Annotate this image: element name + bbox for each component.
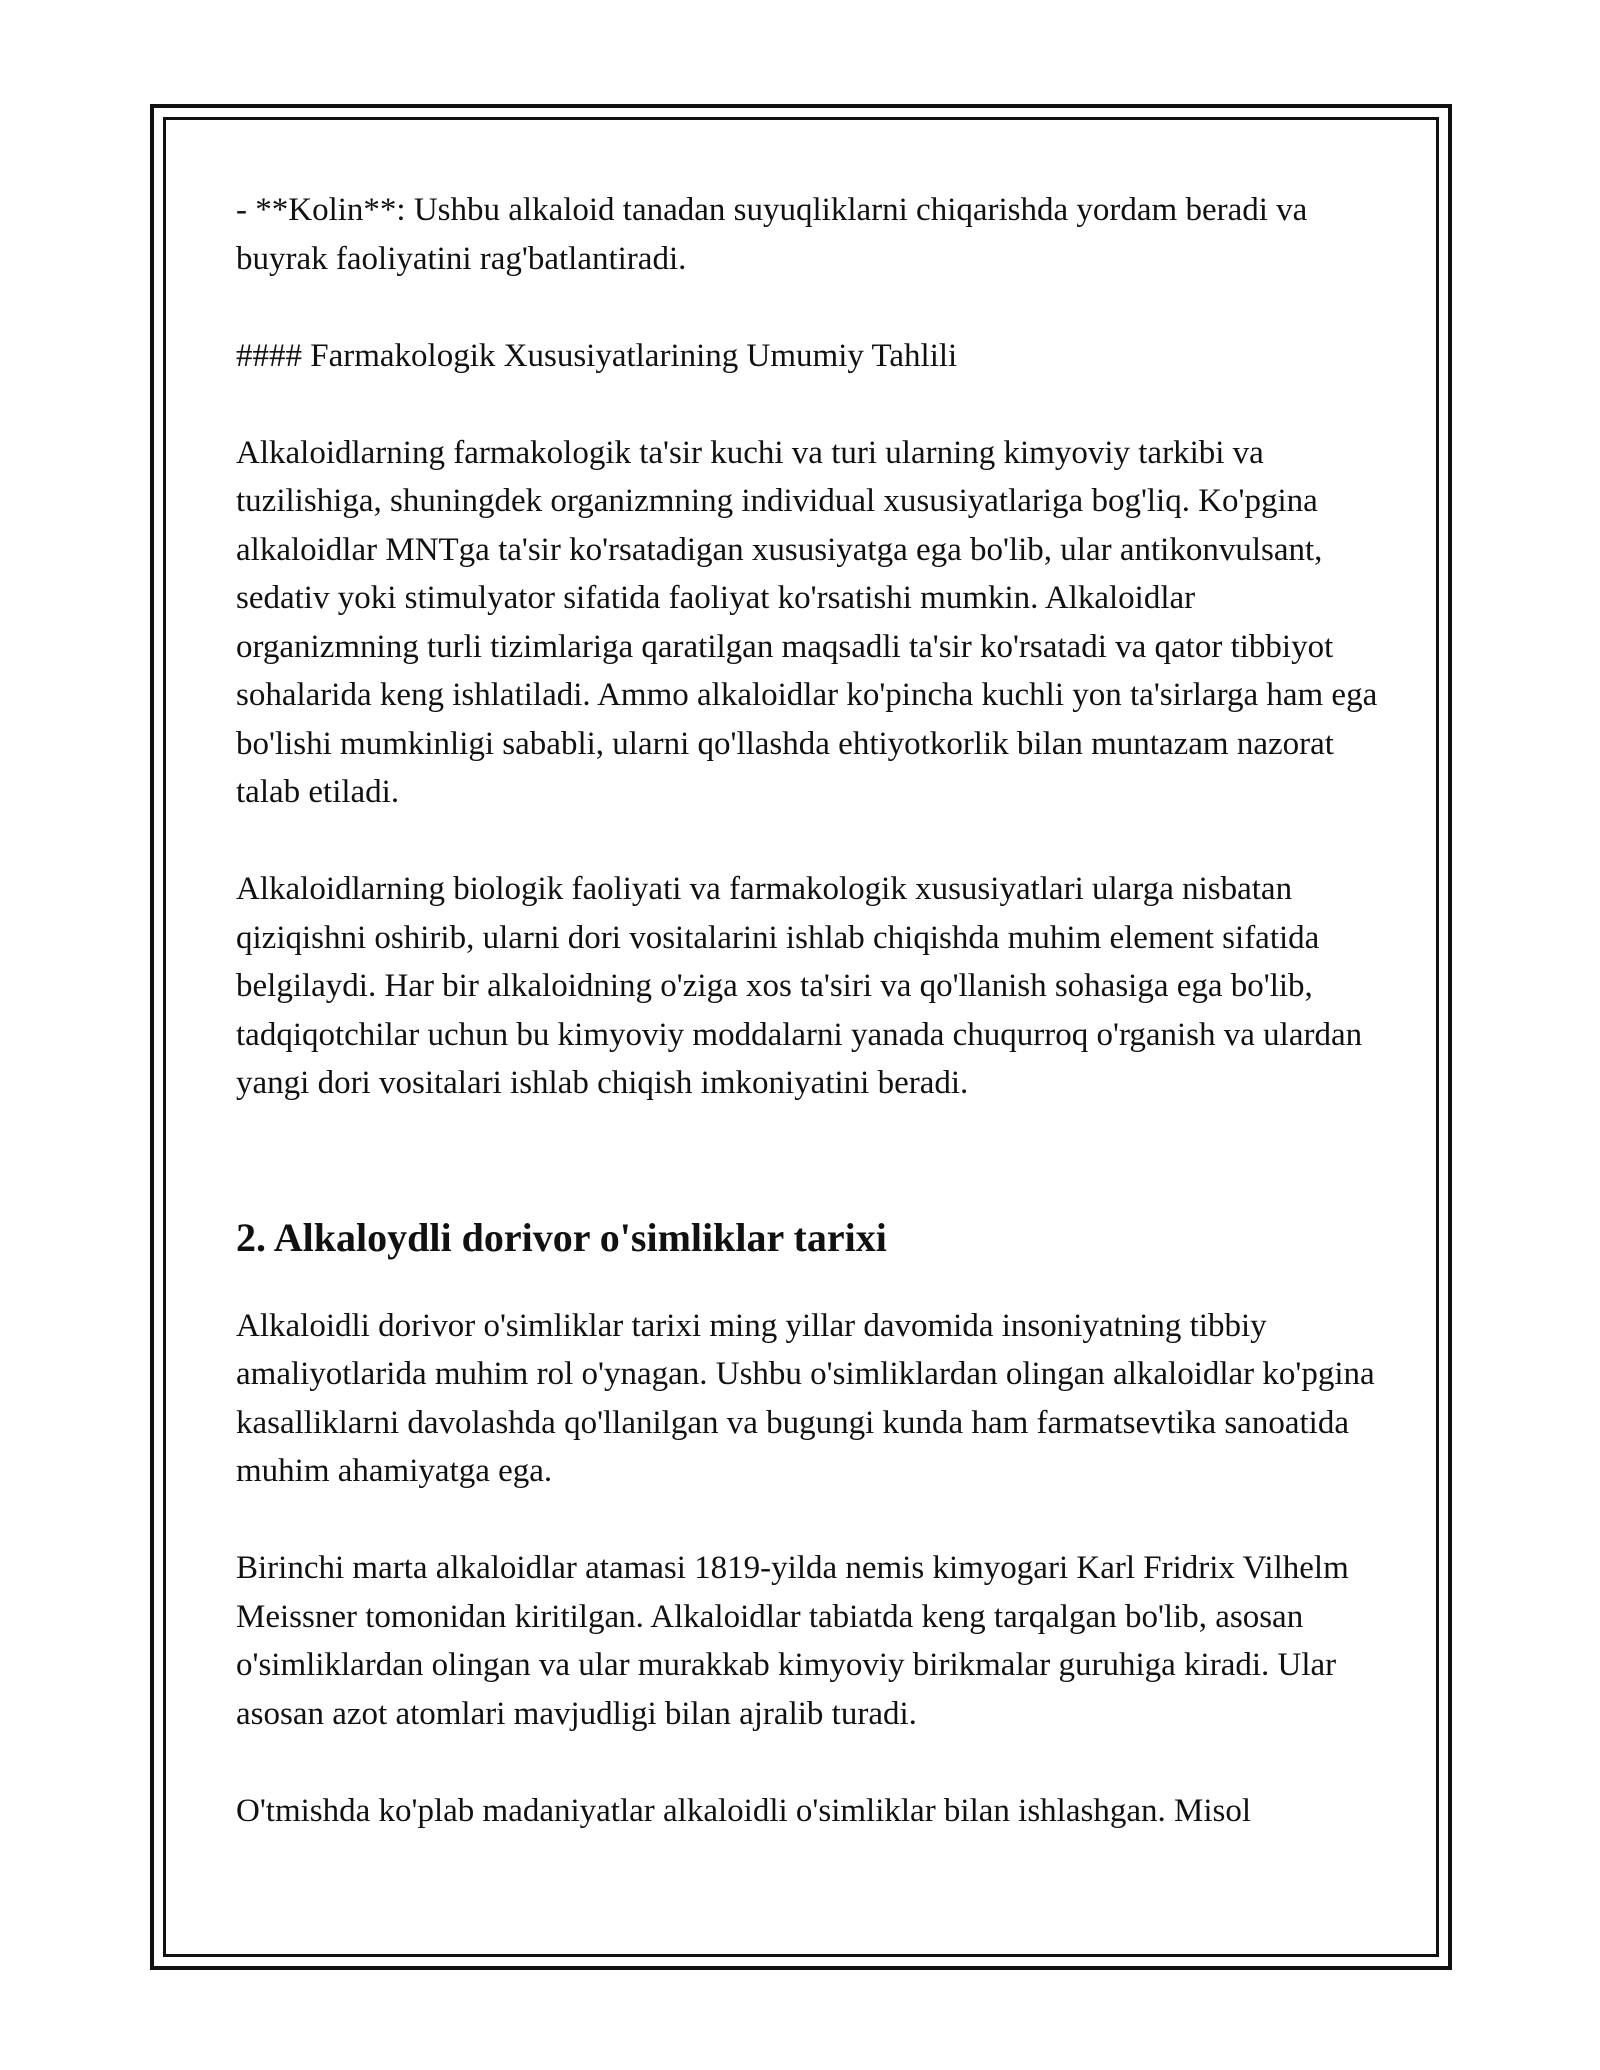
intro-list-item: - **Kolin**: Ushbu alkaloid tanadan suyuqliklarni chiqarishda yordam beradi va buyrak faoliyatini rag'batlantiradi.: [236, 192, 1308, 277]
section-heading: 2. Alkaloydli dorivor o'simliklar tarixi: [236, 1214, 887, 1260]
document-body: [236, 186, 1386, 1835]
paragraph-cultures: O'tmishda ko'plab madaniyatlar alkaloidli o'simliklar bilan ishlashgan. Misol: [236, 1792, 1252, 1829]
paragraph-history: Alkaloidli dorivor o'simliklar tarixi ming yillar davomida insoniyatning tibbiy amaliyotlarida muhim rol o'ynagan. Ushbu o'simliklardan olingan alkaloidlar ko'pgina kasalliklarni davolashda qo'llanilgan va bugungi kunda ham farmatsevtika sanoatida muhim ahamiyatga ega.: [236, 1307, 1375, 1489]
paragraph-biological-activity: Alkaloidlarning biologik faoliyati va farmakologik xususiyatlari ularga nisbatan qiziqishni oshirib, ularni dori vositalarini ishlab chiqishda muhim element sifatida belgilaydi. Har bir alkaloidning o'ziga xos ta'siri va qo'llanish sohasiga ega bo'lib, tadqiqotchilar uchun bu kimyoviy moddalarni yanada chuqurroq o'rganish va ulardan yangi dori vositalari ishlab chiqish imkoniyatini beradi.: [236, 871, 1363, 1101]
subheading-markdown: #### Farmakologik Xususiyatlarining Umumiy Tahlili: [236, 337, 958, 374]
paragraph-meissner: Birinchi marta alkaloidlar atamasi 1819-yilda nemis kimyogari Karl Fridrix Vilhelm Meissner tomonidan kiritilgan. Alkaloidlar tabiatda keng tarqalgan bo'lib, asosan o'simliklardan olingan va ular murakkab kimyoviy birikmalar guruhiga kiradi. Ular asosan azot atomlari mavjudligi bilan ajralib turadi.: [236, 1550, 1349, 1732]
paragraph-pharmacology: Alkaloidlarning farmakologik ta'sir kuchi va turi ularning kimyoviy tarkibi va tuzilishiga, shuningdek organizmning individual xususiyatlariga bog'liq. Ko'pgina alkaloidlar MNTga ta'sir ko'rsatadigan xususiyatga ega bo'lib, ular antikonvulsant, sedativ yoki stimulyator sifatida faoliyat ko'rsatishi mumkin. Alkaloidlar organizmning turli tizimlariga qaratilgan maqsadli ta'sir ko'rsatadi va qator tibbiyot sohalarida keng ishlatiladi. Ammo alkaloidlar ko'pincha kuchli yon ta'sirlarga ham ega bo'lishi mumkinligi sababli, ularni qo'llashda ehtiyotkorlik bilan muntazam nazorat talab etiladi.: [236, 434, 1378, 810]
